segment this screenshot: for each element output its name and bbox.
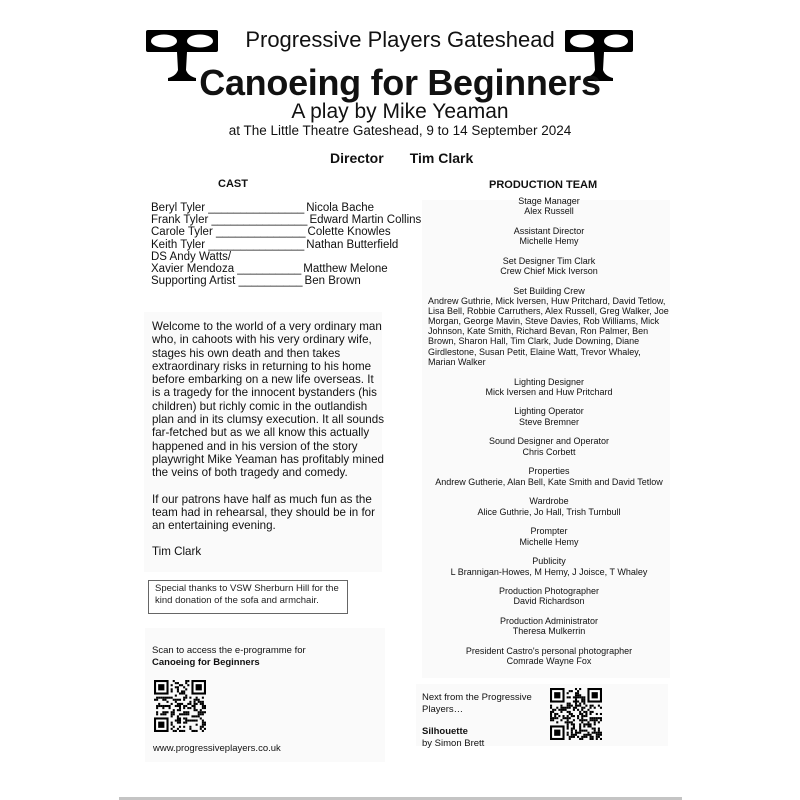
next-show-title: Silhouette xyxy=(422,726,468,737)
role-names: Andrew Guthrie, Mick Iversen, Huw Pritchard, David Tetlow, Lisa Bell, Robbie Carruthers, Alex Russell, Greg Walker, Joe Morgan, George Mavin, Steve Davies, Rob Williams, Mick Johnson, Kate Smith, Richard Bevan, Ron Palmer, Ben Brown, Sharon Hall, Tim Clark, Jude Downing, Diane Girdlestone, Susan Petit, Elaine Watt, Trevor Whaley, Marian Walker xyxy=(428,296,669,367)
cast-role: Carole Tyler ______________ xyxy=(151,226,306,239)
production-role xyxy=(428,646,670,666)
scan-instructions xyxy=(152,645,306,668)
role-title: Production Administrator xyxy=(499,616,599,627)
cast-role: Supporting Artist __________ xyxy=(151,275,303,288)
production-heading: PRODUCTION TEAM xyxy=(489,179,598,191)
role-names: Mick Iversen and Huw Pritchard xyxy=(485,386,613,397)
cast-role: Xavier Mendoza __________ xyxy=(151,263,302,276)
production-role xyxy=(428,616,670,636)
cast-actor: Colette Knowles xyxy=(307,226,391,239)
role-title: Set Designer Tim Clark xyxy=(502,255,596,266)
role-title: Set Building Crew xyxy=(513,285,585,296)
production-role xyxy=(428,496,670,516)
cast-row xyxy=(151,202,421,214)
cast-actor: Edward Martin Collins xyxy=(309,214,422,227)
production-role xyxy=(428,526,670,546)
production-role xyxy=(428,406,670,426)
role-names: Crew Chief Mick Iverson xyxy=(500,266,598,277)
cast-list xyxy=(151,202,421,287)
note-paragraph: If our patrons have half as much fun as the team had in rehearsal, they should be in for an entertaining evening. xyxy=(152,492,375,533)
cast-actor: Matthew Melone xyxy=(303,263,388,276)
role-title: Lighting Operator xyxy=(514,406,584,417)
cast-row xyxy=(151,239,421,251)
play-author: A play by Mike Yeaman xyxy=(291,100,509,123)
next-show xyxy=(422,692,532,749)
cast-role: Beryl Tyler _______________ xyxy=(151,202,305,214)
role-names: Comrade Wayne Fox xyxy=(506,656,592,667)
production-role xyxy=(428,226,670,246)
role-title: Publicity xyxy=(532,556,566,567)
production-role xyxy=(428,256,670,276)
director-line xyxy=(330,150,499,166)
cast-row xyxy=(151,214,421,226)
next-line: Players… xyxy=(422,703,464,715)
role-title: Wardrobe xyxy=(529,496,569,507)
website-link[interactable]: www.progressiveplayers.co.uk xyxy=(153,743,281,754)
cast-row xyxy=(151,226,421,238)
production-role xyxy=(428,377,670,397)
scan-programme-title: Canoeing for Beginners xyxy=(152,656,260,668)
role-names: Andrew Gutherie, Alan Bell, Kate Smith and David Tetlow xyxy=(435,476,663,487)
role-title: Stage Manager xyxy=(518,196,580,206)
cast-role: Frank Tyler _______________ xyxy=(151,214,308,227)
production-role xyxy=(428,196,670,216)
role-names: Michelle Hemy xyxy=(519,236,579,247)
director-name: Tim Clark xyxy=(409,150,474,166)
role-title: President Castro's personal photographer xyxy=(465,646,633,657)
role-names: Theresa Mulkerrin xyxy=(512,626,586,637)
qr-code-icon[interactable] xyxy=(154,680,206,732)
play-title: Canoeing for Beginners xyxy=(199,62,601,103)
cast-role: Keith Tyler _______________ xyxy=(151,238,305,251)
next-show-author: by Simon Brett xyxy=(422,737,485,749)
role-title: Prompter xyxy=(530,526,568,537)
cast-heading: CAST xyxy=(218,178,248,190)
role-names: L Brannigan-Howes, M Hemy, J Joisce, T Whaley xyxy=(450,566,648,577)
note-signature: Tim Clark xyxy=(152,545,202,559)
role-names: Alice Guthrie, Jo Hall, Trish Turnbull xyxy=(477,506,621,517)
production-role xyxy=(428,556,670,576)
role-title: Sound Designer and Operator xyxy=(488,436,610,447)
role-names: Michelle Hemy xyxy=(519,536,579,547)
cast-row xyxy=(151,263,421,275)
cast-actor: Nicola Bache xyxy=(306,202,375,214)
role-title: Assistant Director xyxy=(513,225,585,236)
role-names: Chris Corbett xyxy=(522,446,576,457)
note-paragraph: Welcome to the world of a very ordinary man who, in cahoots with his very ordinary wife, stages his own death and then takes extraordinary risks in returning to his home before embarking on a new life overseas. It is a tragedy for the innocent bystanders (his children) but richly comic in the outlandish plan and in its clumsy execution. It all sounds far-fetched but as we all know this actually happened and in his version of the story playwright Mike Yeaman has profitably mined the veins of both tragedy and comedy. xyxy=(152,320,384,480)
production-role xyxy=(428,286,670,367)
cast-role: DS Andy Watts/ xyxy=(151,250,232,263)
scan-line: Scan to access the e-programme for xyxy=(152,645,306,656)
role-names: David Richardson xyxy=(513,596,585,607)
production-team-list xyxy=(428,196,670,676)
director-note xyxy=(152,320,384,572)
production-role xyxy=(428,466,670,486)
cast-row xyxy=(151,251,421,263)
cast-row xyxy=(151,275,421,287)
production-role xyxy=(428,586,670,606)
cast-actor: Nathan Butterfield xyxy=(306,238,399,251)
role-title: Lighting Designer xyxy=(513,376,585,387)
cast-actor: Ben Brown xyxy=(304,275,361,288)
next-line: Next from the Progressive xyxy=(422,692,532,703)
role-names: Steve Bremner xyxy=(518,416,580,427)
role-title: Properties xyxy=(528,466,570,477)
special-thanks-box: Special thanks to VSW Sherburn Hill for the kind donation of the sofa and armchair. xyxy=(148,580,348,614)
production-role xyxy=(428,436,670,456)
director-label: Director xyxy=(330,150,384,166)
role-title: Production Photographer xyxy=(498,586,600,597)
role-names: Alex Russell xyxy=(524,206,574,217)
venue-dates: at The Little Theatre Gateshead, 9 to 14 September 2024 xyxy=(228,123,572,138)
company-name: Progressive Players Gateshead xyxy=(245,27,555,52)
qr-code-icon[interactable] xyxy=(550,688,602,740)
